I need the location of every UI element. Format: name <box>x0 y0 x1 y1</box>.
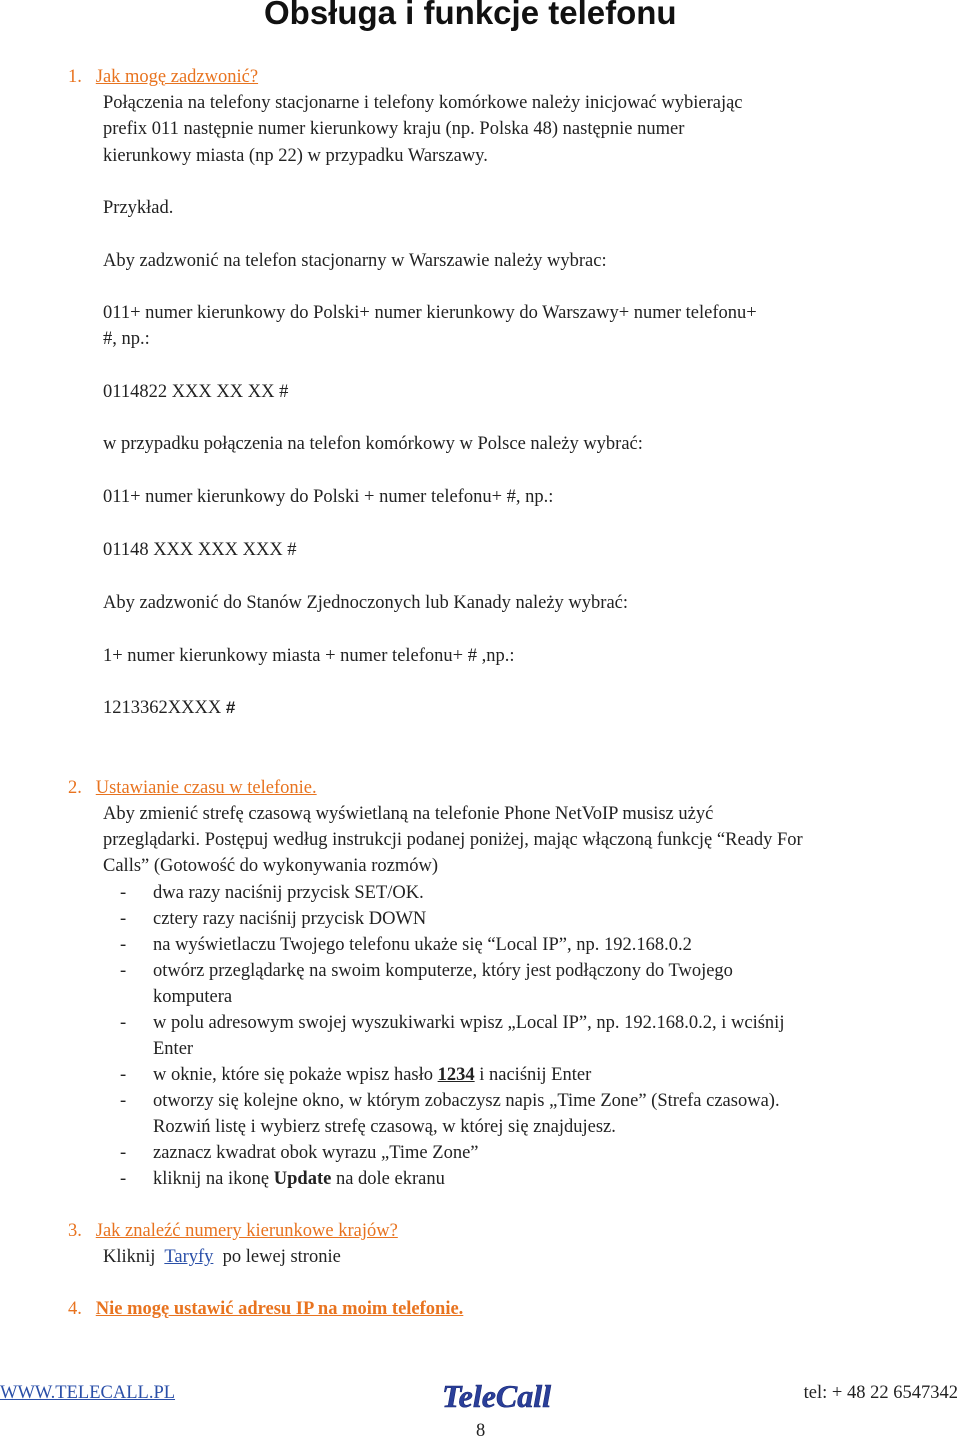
section-number: 2. <box>68 778 82 798</box>
list-item-continuation: komputera <box>153 987 233 1007</box>
paragraph-line: prefix 011 następnie numer kierunkowy kraju (np. Polska 48) następnie numer <box>103 119 685 139</box>
section-2-heading <box>68 775 317 801</box>
usa-example-number: 1213362XXXX <box>103 698 222 718</box>
update-keyword: Update <box>273 1169 332 1189</box>
mobile-intro: w przypadku połączenia na telefon komórkowy w Polsce należy wybrać: <box>103 434 643 454</box>
paragraph-line: przeglądarki. Postępuj według instrukcji podanej poniżej, mając włączoną funkcję “Ready For <box>103 830 803 850</box>
list-bullet: - <box>120 935 127 955</box>
list-item <box>153 1166 445 1192</box>
mobile-example: 01148 XXX XXX XXX # <box>103 540 297 560</box>
website-link[interactable]: WWW.TELECALL.PL <box>0 1383 176 1403</box>
section-number: 4. <box>68 1299 82 1319</box>
text-before-link: Kliknij <box>103 1247 156 1267</box>
list-item: otwórz przeglądarkę na swoim komputerze, który jest podłączony do Twojego <box>153 961 733 981</box>
landline-format-line: 011+ numer kierunkowy do Polski+ numer kierunkowy do Warszawy+ numer telefonu+ <box>103 303 757 323</box>
list-item: dwa razy naciśnij przycisk SET/OK. <box>153 883 424 903</box>
section-1-heading-link[interactable]: Jak mogę zadzwonić? <box>95 67 259 87</box>
section-2-heading-link[interactable]: Ustawianie czasu w telefonie. <box>95 778 317 798</box>
list-item-continuation: Rozwiń listę i wybierz strefę czasową, w której się znajdujesz. <box>153 1117 616 1137</box>
list-bullet: - <box>120 1091 127 1111</box>
paragraph-line: Połączenia na telefony stacjonarne i telefony komórkowe należy inicjować wybierając <box>103 93 743 113</box>
usa-intro: Aby zadzwonić do Stanów Zjednoczonych lub Kanady należy wybrać: <box>103 593 629 613</box>
landline-format-line: #, np.: <box>103 329 150 349</box>
example-label: Przykład. <box>103 198 174 218</box>
usa-format: 1+ numer kierunkowy miasta + numer telefonu+ # ,np.: <box>103 646 515 666</box>
list-item-continuation: Enter <box>153 1039 194 1059</box>
page-title: Obsługa i funkcje telefonu <box>264 0 677 31</box>
telecall-logo <box>440 1376 560 1416</box>
text-after-link: po lewej stronie <box>222 1247 341 1267</box>
page-number: 8 <box>476 1421 486 1441</box>
section-number: 3. <box>68 1221 82 1241</box>
list-item <box>153 1062 591 1088</box>
list-bullet: - <box>120 1065 127 1085</box>
list-item: zaznacz kwadrat obok wyrazu „Time Zone” <box>153 1143 479 1163</box>
section-3-heading-link[interactable]: Jak znaleźć numery kierunkowe krajów? <box>95 1221 398 1241</box>
list-item: cztery razy naciśnij przycisk DOWN <box>153 909 427 929</box>
logo-text: TeleCall <box>442 1378 552 1414</box>
landline-example: 0114822 XXX XX XX # <box>103 382 289 402</box>
list-item: na wyświetlaczu Twojego telefonu ukaże się “Local IP”, np. 192.168.0.2 <box>153 935 692 955</box>
section-number: 1. <box>68 67 82 87</box>
list-item-text: kliknij na ikonę <box>153 1169 270 1189</box>
paragraph-line: Calls” (Gotowość do wykonywania rozmów) <box>103 856 438 876</box>
usa-example-hash: # <box>225 698 236 717</box>
tariffs-link[interactable]: Taryfy <box>164 1247 214 1267</box>
paragraph-line: kierunkowy miasta (np 22) w przypadku Warszawy. <box>103 146 488 166</box>
list-item-text: w oknie, które się pokaże wpisz hasło <box>153 1065 433 1085</box>
paragraph-line: Aby zmienić strefę czasową wyświetlaną na telefonie Phone NetVoIP musisz użyć <box>103 804 714 824</box>
list-bullet: - <box>120 1169 127 1189</box>
list-bullet: - <box>120 961 127 981</box>
list-item: w polu adresowym swojej wyszukiwarki wpisz „Local IP”, np. 192.168.0.2, i wciśnij <box>153 1013 785 1033</box>
footer-phone: tel: + 48 22 6547342 <box>803 1383 958 1403</box>
section-4-heading-link[interactable]: Nie mogę ustawić adresu IP na moim telefonie. <box>95 1299 464 1319</box>
section-1-heading <box>68 64 258 90</box>
section-3-text <box>103 1244 341 1270</box>
list-item-text: i naciśnij Enter <box>479 1065 592 1085</box>
landline-intro: Aby zadzwonić na telefon stacjonarny w Warszawie należy wybrac: <box>103 251 607 271</box>
usa-example <box>103 695 235 721</box>
list-bullet: - <box>120 883 127 903</box>
section-3-heading <box>68 1218 398 1244</box>
list-bullet: - <box>120 1143 127 1163</box>
list-bullet: - <box>120 1013 127 1033</box>
list-bullet: - <box>120 909 127 929</box>
list-item-text: na dole ekranu <box>335 1169 445 1189</box>
list-item: otworzy się kolejne okno, w którym zobaczysz napis „Time Zone” (Strefa czasowa). <box>153 1091 780 1111</box>
mobile-format: 011+ numer kierunkowy do Polski + numer telefonu+ #, np.: <box>103 487 554 507</box>
section-4-heading <box>68 1296 463 1322</box>
password-value: 1234 <box>437 1065 475 1085</box>
